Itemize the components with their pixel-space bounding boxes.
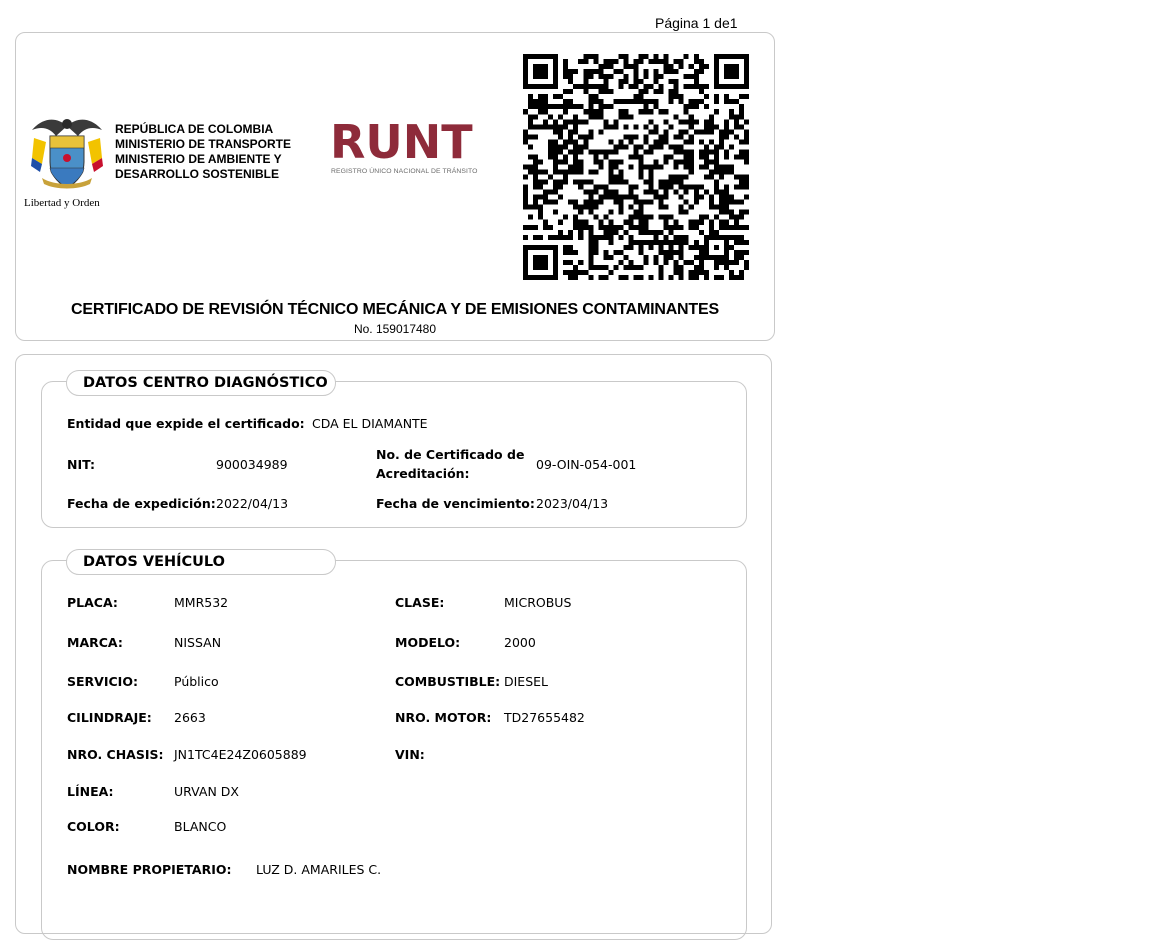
- clase-label: CLASE:: [395, 595, 445, 610]
- entidad-label: Entidad que expide el certificado:: [67, 416, 305, 431]
- placa-value: MMR532: [174, 595, 229, 610]
- certificate-title: CERTIFICADO DE REVISIÓN TÉCNICO MECÁNICA Y DE EMISIONES CONTAMINANTES: [71, 301, 719, 318]
- modelo-label: MODELO:: [395, 635, 461, 650]
- colombia-coat-of-arms-icon: [28, 112, 106, 198]
- vencimiento-value: 2023/04/13: [536, 496, 609, 511]
- certificate-number: No. 159017480: [353, 322, 437, 336]
- expedicion-value: 2022/04/13: [216, 496, 289, 511]
- vencimiento-label: Fecha de vencimiento:: [376, 496, 535, 511]
- chasis-label: NRO. CHASIS:: [67, 747, 164, 762]
- ministry-line: MINISTERIO DE AMBIENTE Y: [115, 152, 282, 166]
- servicio-label: SERVICIO:: [67, 674, 138, 689]
- modelo-value: 2000: [504, 635, 536, 650]
- clase-value: MICROBUS: [504, 595, 572, 610]
- color-value: BLANCO: [174, 819, 227, 834]
- combustible-value: DIESEL: [504, 674, 549, 689]
- chasis-value: JN1TC4E24Z0605889: [174, 747, 307, 762]
- ministry-block: [115, 122, 291, 182]
- marca-value: NISSAN: [174, 635, 222, 650]
- ministry-line: REPÚBLICA DE COLOMBIA: [115, 122, 274, 136]
- runt-logo-subtitle: REGISTRO ÚNICO NACIONAL DE TRÁNSITO: [331, 168, 478, 175]
- linea-label: LÍNEA:: [67, 784, 114, 799]
- vehiculo-section-heading: DATOS VEHÍCULO: [66, 549, 336, 575]
- combustible-label: COMBUSTIBLE:: [395, 674, 501, 689]
- propietario-label: NOMBRE PROPIETARIO:: [67, 862, 232, 877]
- nit-label: NIT:: [67, 457, 95, 472]
- nit-value: 900034989: [216, 457, 288, 472]
- cilindraje-value: 2663: [174, 710, 206, 725]
- page-number: Página 1 de1: [655, 15, 738, 31]
- acreditacion-label-line: Acreditación:: [376, 466, 470, 481]
- entidad-value: CDA EL DIAMANTE: [312, 416, 428, 431]
- expedicion-label: Fecha de expedición:: [67, 496, 216, 511]
- centro-section-heading: DATOS CENTRO DIAGNÓSTICO: [66, 370, 336, 396]
- ministry-line: MINISTERIO DE TRANSPORTE: [115, 137, 292, 151]
- motor-value: TD27655482: [504, 710, 585, 725]
- linea-value: URVAN DX: [174, 784, 239, 799]
- color-label: COLOR:: [67, 819, 120, 834]
- servicio-value: Público: [174, 674, 219, 689]
- placa-label: PLACA:: [67, 595, 118, 610]
- vin-label: VIN:: [395, 747, 425, 762]
- marca-label: MARCA:: [67, 635, 123, 650]
- runt-logo: RUNT: [330, 115, 473, 169]
- acreditacion-label: [376, 445, 524, 483]
- coat-of-arms-motto: Libertad y Orden: [24, 197, 100, 209]
- ministry-line: DESARROLLO SOSTENIBLE: [115, 167, 280, 181]
- cilindraje-label: CILINDRAJE:: [67, 710, 152, 725]
- motor-label: NRO. MOTOR:: [395, 710, 492, 725]
- acreditacion-label-line: No. de Certificado de: [376, 447, 525, 462]
- qr-code-icon: [523, 54, 749, 280]
- propietario-value: LUZ D. AMARILES C.: [256, 862, 382, 877]
- acreditacion-value: 09-OIN-054-001: [536, 457, 637, 472]
